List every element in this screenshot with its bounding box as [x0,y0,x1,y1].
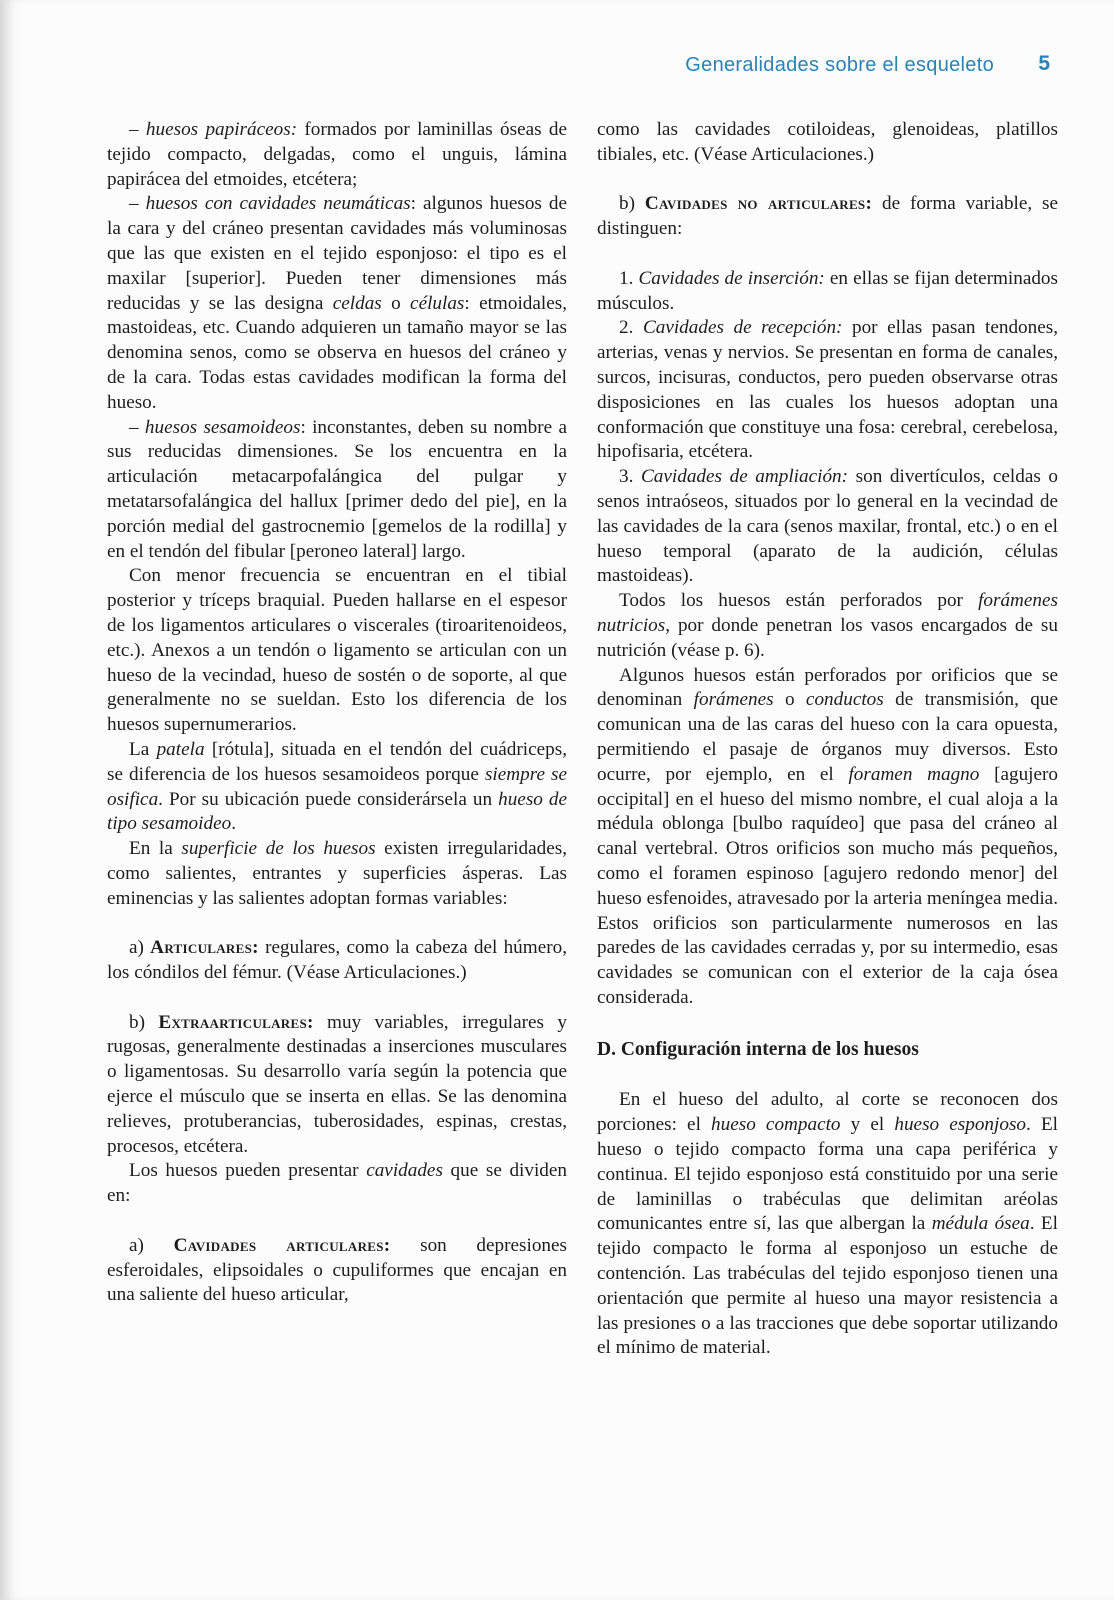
term: células [410,292,465,314]
paragraph [107,416,567,565]
term: Cavidades de inserción: [638,267,825,289]
term: Cavidades de recepción: [642,317,843,339]
paragraph-text: . El tejido compacto le forma al esponjoso un estuche de contención. Las trabéculas del tejido esponjoso tienen una orientación que permite al hueso una mayor resistencia a las presiones o a las tracciones que debe soportar utilizando el mínimo de material. [597,1213,1058,1359]
paragraph [107,936,567,986]
term: conductos [805,689,884,711]
term: superficie de los huesos [181,838,376,860]
page-number: 5 [1038,52,1050,75]
paragraph-text: o [773,689,806,711]
list-marker: b) [619,193,645,215]
term: foramen magno [848,763,980,785]
paragraph-text: regulares, como la cabeza del húmero, los cóndilos del fémur. (Véase Articulaciones.) [107,937,567,984]
paragraph [107,1234,567,1308]
paragraph [107,837,567,911]
paragraph [597,192,1058,242]
paragraph-text: Algunos huesos están perforados por orificios que se denominan [597,664,1058,711]
list-marker: 2. [619,317,643,339]
paragraph [107,738,567,837]
paragraph-text: son divertículos, celdas o senos intraóseos, situados por lo general en la vecindad de las cavidades de la cara (senos maxilar, frontal, etc.) o en el hueso temporal (aparato de la audición, células mastoideas). [597,466,1059,587]
term: Cavidades de ampliación: [641,466,849,488]
paragraph [597,465,1058,589]
paragraph-text: existen irregularidades, como salientes, entrantes y superficies ásperas. Las eminencias y las salientes adoptan formas variables: [107,838,567,909]
paragraph-text: que se dividen en: [107,1160,567,1207]
term: Cavidades no articulares: [644,193,873,215]
paragraph-text: : algunos huesos de la cara y del cráneo presentan cavidades más voluminosas que las que existen en el tejido esponjoso: el tipo es el maxilar [superior]. Pueden tener dimensiones más reducidas y se las designa [107,193,567,314]
paragraph [107,118,567,192]
list-marker: b) [129,1011,159,1033]
paragraph [597,267,1058,317]
paragraph [597,589,1058,663]
paragraph-text: : inconstantes, deben su nombre a sus reducidas dimensiones. Se los encuentra en la articulación metacarpofalángica del pulgar y metatarsofalángica del hallux [primer dedo del pie], en la porción medial del gastrocnemio [gemelos de la rodilla] y en el tendón del fibular [peroneo lateral] largo. [107,416,567,562]
paragraph-text: : etmoidales, mastoideas, etc. Cuando adquieren un tamaño mayor se las denomina senos, como se observa en huesos del cráneo y de la cara. Todas estas cavidades modifican la forma del hueso. [107,292,567,413]
term: celdas [332,292,382,314]
paragraph-text: y el [840,1114,895,1136]
term: Articulares: [150,937,259,959]
list-marker: a) [129,1234,174,1256]
paragraph-text: Todos los huesos están perforados por [619,590,979,612]
term: patela [156,738,205,760]
paragraph-text: en ellas se fijan determinados músculos. [597,267,1058,314]
paragraph [597,316,1058,465]
paragraph-text: [agujero occipital] en el hueso del mismo nombre, el cual aloja a la médula oblonga [bulbo raquídeo] que pasa del cráneo al canal vertebral. Otros orificios son mucho más pequeños, como el foramen espinoso [agujero redondo menor] del hueso esfenoides, atravesado por la arteria meníngea media. Estos orificios son particularmente numerosos en las paredes de las cavidades cerradas y, por su intermedio, esas cavidades se comunican con el exterior de la caja ósea considerada. [597,763,1058,1008]
term: huesos papiráceos: [145,119,298,140]
dash: – [129,193,146,215]
term: hueso compacto [711,1114,841,1136]
section-heading: D. Configuración interna de los huesos [597,1038,919,1060]
term: forámenes nutricios [597,590,1058,636]
paragraph-text: formados por laminillas óseas de tejido compacto, delgadas, como el unguis, lámina papirácea del etmoides, etcétera; [107,119,568,190]
dash: – [129,119,146,140]
paragraph-text: o [381,292,411,314]
paragraph-text: [rótula], situada en el tendón del cuádriceps, se diferencia de los huesos sesamoideos porque [107,738,567,785]
paragraph-text: La [129,738,157,760]
paragraph [597,664,1058,1011]
term: forámenes [693,689,774,711]
dash: – [129,416,145,438]
paragraph-text: . Por su ubicación puede considerársela un [158,788,499,810]
list-marker: a) [129,937,151,959]
paragraph-text: En el hueso del adulto, al corte se reconocen dos porciones: el [597,1089,1058,1136]
term: hueso esponjoso [894,1114,1027,1136]
term: Extraarticulares: [158,1011,314,1033]
list-marker: 3. [619,466,641,488]
paragraph: Con menor frecuencia se encuentran en el tibial posterior y tríceps braquial. Pueden hallarse en el espesor de los ligamentos articulares o viscerales (tiroaritenoideos, etc.). Anexos a un tendón o ligamento se articulan con un hueso de la vecindad, hueso de sostén o de soporte, al que generalmente no se sueldan. Esto los diferencia de los huesos supernumerarios. [107,565,567,736]
paragraph-text: son depresiones esferoidales, elipsoidales o cupuliformes que encajan en una saliente del hueso articular, [107,1234,568,1306]
term: médula ósea [931,1213,1030,1235]
paragraph-text: por ellas pasan tendones, arterias, venas y nervios. Se presentan en forma de canales, surcos, incisuras, conductos, pero pueden observarse otras disposiciones en las cuales los huesos adoptan una conformación que constituye una fosa: cerebral, cerebelosa, hipofisaria, etcétera. [597,317,1059,463]
term: huesos con cavidades neumáticas [145,193,411,215]
term: hueso de tipo sesamoideo [107,788,567,835]
left-column [107,118,567,1308]
paragraph-text: de forma variable, se distinguen: [597,193,1058,240]
paragraph-text: , por donde penetran los vasos encargados de su nutrición (véase p. 6). [597,614,1058,661]
paragraph-text: de transmisión, que comunican una de las caras del hueso con la cara opuesta, permitiendo el pasaje de órganos muy diversos. Esto ocurre, por ejemplo, en el [597,689,1059,785]
paragraph-text: . El hueso o tejido compacto forma una capa periférica y continua. El tejido esponjoso está constituido por una serie de laminillas o trabéculas que delimitan aréolas comunicantes entre sí, las que albergan la [597,1114,1058,1235]
list-marker: 1. [619,267,639,289]
term: cavidades [366,1160,443,1182]
paragraph [107,1011,567,1160]
paragraph [107,192,567,415]
term: siempre se osifica [107,763,567,810]
paragraph-text: En la [129,838,182,860]
paragraph [597,1088,1058,1361]
right-column [597,118,1058,1361]
running-header [0,52,1114,82]
paragraph-text: muy variables, irregulares y rugosas, generalmente destinadas a inserciones musculares o ligamentosas. Su desarrollo varía según la potencia que ejerce el músculo que se inserta en ellas. Se las denomina relieves, protuberancias, tuberosidades, espinas, crestas, procesos, etcétera. [107,1011,568,1157]
paragraph [107,1159,567,1209]
paragraph: como las cavidades cotiloideas, glenoideas, platillos tibiales, etc. (Véase Articulaciones.) [597,119,1058,165]
term: huesos sesamoideos [144,416,301,438]
paragraph-text: Los huesos pueden presentar [129,1160,367,1182]
term: Cavidades articulares: [173,1234,391,1256]
chapter-title: Generalidades sobre el esqueleto [685,54,994,76]
paragraph-text: . [231,813,236,835]
